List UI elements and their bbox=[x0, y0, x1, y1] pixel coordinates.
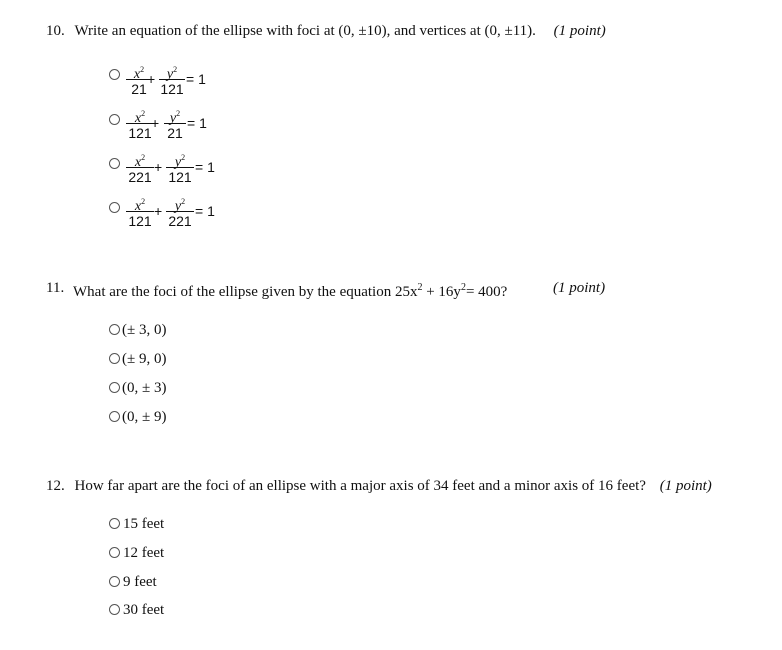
q12-option-2-label: 12 feet bbox=[123, 545, 165, 561]
q11-option-3-label: (0, ± 3) bbox=[122, 380, 167, 396]
q10-option-2-equation: $x^2$ 121 + $y^2$ 21 = 1 bbox=[126, 106, 226, 146]
question-11-number: 11. bbox=[46, 280, 65, 296]
question-11-prompt: What are the foci of the ellipse given by the equation $25x^2 + 16y^2= 400$? bbox=[73, 282, 508, 300]
q12-option-3-radio[interactable] bbox=[109, 576, 120, 587]
frac-x-num: x bbox=[133, 67, 141, 82]
q12-option-2-radio[interactable] bbox=[109, 547, 120, 558]
q12-option-4-label: 30 feet bbox=[123, 602, 165, 618]
question-12-prompt bbox=[46, 477, 712, 495]
plus-sign: + bbox=[147, 71, 156, 87]
q12-option-3-label: 9 feet bbox=[123, 574, 157, 590]
q11-option-2-radio[interactable] bbox=[109, 353, 120, 364]
question-10-number: 10. bbox=[46, 23, 65, 39]
question-10-text: Write an equation of the ellipse with foci at (0, ±10), and vertices at (0, ±11). bbox=[74, 23, 536, 39]
question-10-points: (1 point) bbox=[553, 23, 606, 39]
frac-x-den: 21 bbox=[131, 81, 147, 97]
question-12-number: 12. bbox=[46, 478, 65, 494]
question-12-text: How far apart are the foci of an ellipse with a major axis of 34 feet and a minor axis of 16 feet? bbox=[74, 478, 646, 494]
q10-option-2-radio[interactable] bbox=[109, 114, 120, 125]
q10-option-4-radio[interactable] bbox=[109, 202, 120, 213]
q10-option-1-equation: $x^2$ 21 + $y^2$ 121 = 1 bbox=[126, 62, 226, 102]
q10-option-4-equation: $x^2$ 121 + $y^2$ 221 = 1 bbox=[126, 194, 226, 234]
q12-option-4-radio[interactable] bbox=[109, 604, 120, 615]
q10-option-3-radio[interactable] bbox=[109, 158, 120, 169]
question-12-points: (1 point) bbox=[659, 478, 712, 494]
frac-y-num: y bbox=[166, 67, 174, 82]
equals-one: = 1 bbox=[186, 71, 206, 87]
q12-option-1-radio[interactable] bbox=[109, 518, 120, 529]
q10-option-3-equation: $x^2$ 221 + $y^2$ 121 = 1 bbox=[126, 150, 226, 190]
q11-option-1-label: (± 3, 0) bbox=[122, 322, 167, 338]
q11-option-3-radio[interactable] bbox=[109, 382, 120, 393]
frac-y-den: 121 bbox=[160, 81, 184, 97]
question-11-points: (1 point) bbox=[553, 280, 606, 296]
q11-option-4-radio[interactable] bbox=[109, 411, 120, 422]
q11-option-1-radio[interactable] bbox=[109, 324, 120, 335]
q11-option-4-label: (0, ± 9) bbox=[122, 409, 167, 425]
q12-option-1-label: 15 feet bbox=[123, 516, 165, 532]
question-10-prompt bbox=[46, 22, 606, 40]
q11-option-2-label: (± 9, 0) bbox=[122, 351, 167, 367]
q10-option-1-radio[interactable] bbox=[109, 69, 120, 80]
